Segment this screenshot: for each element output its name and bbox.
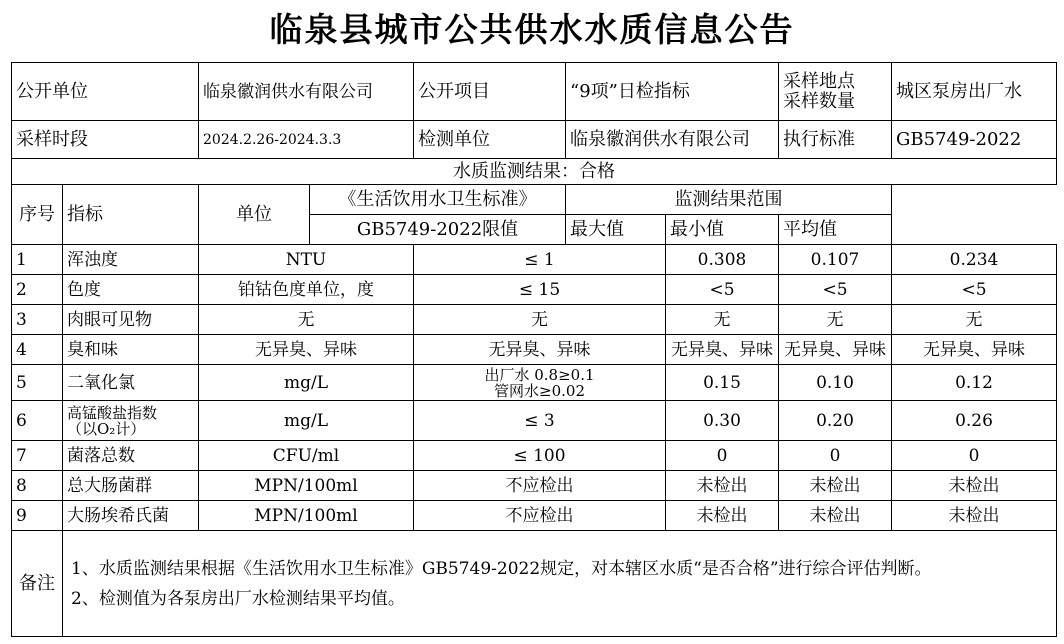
- row-min: 未检出: [779, 471, 892, 501]
- row-indicator: 浑浊度: [63, 245, 199, 275]
- row-unit: mg/L: [199, 401, 414, 441]
- row-limit: ≤ 1: [414, 245, 666, 275]
- row-max: 0.30: [666, 401, 779, 441]
- row-unit: 无异臭、异味: [199, 335, 414, 365]
- row-min: <5: [779, 275, 892, 305]
- sample-location-value: 城区泵房出厂水: [892, 63, 1057, 121]
- col-min: 最小值: [666, 215, 779, 245]
- note-item: 1、水质监测结果根据《生活饮用水卫生标准》GB5749-2022规定，对本辖区水质“是否合格”进行综合评估判断。: [71, 558, 932, 579]
- row-no: 3: [12, 305, 63, 335]
- table-row: [12, 401, 1057, 441]
- row-no: 8: [12, 471, 63, 501]
- row-max: 0.15: [666, 365, 779, 401]
- table-row: [12, 275, 1057, 305]
- table-row: [12, 365, 1057, 401]
- row-unit: mg/L: [199, 365, 414, 401]
- row-avg: 0.234: [892, 245, 1057, 275]
- period-label: 采样时段: [12, 121, 199, 159]
- header-row-2: [12, 121, 1057, 159]
- page-title: 临泉县城市公共供水水质信息公告: [269, 10, 795, 49]
- row-no: 9: [12, 501, 63, 531]
- item-value: “9项”日检指标: [566, 63, 779, 121]
- sample-location-label: 采样地点: [783, 70, 856, 92]
- row-limit: 无: [414, 305, 666, 335]
- row-max: <5: [666, 275, 779, 305]
- notes-row: [12, 531, 1057, 637]
- column-header-row-1: [12, 185, 1057, 215]
- standard-value: GB5749-2022: [892, 121, 1057, 159]
- lab-label: 检测单位: [414, 121, 566, 159]
- row-avg: <5: [892, 275, 1057, 305]
- row-min: 0.10: [779, 365, 892, 401]
- row-limit: 无异臭、异味: [414, 335, 666, 365]
- standard-label: 执行标准: [779, 121, 892, 159]
- row-indicator: 臭和味: [63, 335, 199, 365]
- table-row: [12, 335, 1057, 365]
- row-indicator-line2: （以O₂计）: [67, 419, 146, 438]
- row-limit: ≤ 15: [414, 275, 666, 305]
- row-max: 0: [666, 441, 779, 471]
- row-min: 无: [779, 305, 892, 335]
- row-indicator: 大肠埃希氏菌: [63, 501, 199, 531]
- row-avg: 未检出: [892, 471, 1057, 501]
- sample-location-labels: [779, 63, 892, 121]
- col-unit: 单位: [199, 185, 310, 245]
- row-min: 未检出: [779, 501, 892, 531]
- table-row: [12, 471, 1057, 501]
- row-limit: [414, 365, 666, 401]
- table-row: [12, 245, 1057, 275]
- row-indicator-line1: 高锰酸盐指数: [67, 403, 158, 422]
- water-quality-table: [11, 62, 1057, 637]
- publisher-label: 公开单位: [12, 63, 199, 121]
- lab-value: 临泉徽润供水有限公司: [566, 121, 779, 159]
- row-avg: 0.12: [892, 365, 1057, 401]
- sample-quantity-label: 采样数量: [783, 90, 856, 112]
- row-max: 无异臭、异味: [666, 335, 779, 365]
- note-item: 2、检测值为各泵房出厂水检测结果平均值。: [71, 588, 405, 609]
- row-indicator: 总大肠菌群: [63, 471, 199, 501]
- row-min: 0: [779, 441, 892, 471]
- row-min: 0.107: [779, 245, 892, 275]
- row-limit: ≤ 3: [414, 401, 666, 441]
- row-no: 2: [12, 275, 63, 305]
- row-unit: MPN/100ml: [199, 501, 414, 531]
- row-max: 0.308: [666, 245, 779, 275]
- result-summary: 水质监测结果：合格: [12, 159, 1057, 185]
- col-limit-line1: 《生活饮用水卫生标准》: [310, 185, 566, 215]
- col-indicator: 指标: [63, 185, 199, 245]
- row-max: 未检出: [666, 471, 779, 501]
- table-row: [12, 441, 1057, 471]
- row-unit: CFU/ml: [199, 441, 414, 471]
- row-avg: 0.26: [892, 401, 1057, 441]
- header-row-1: [12, 63, 1057, 121]
- row-min: 0.20: [779, 401, 892, 441]
- row-avg: 无: [892, 305, 1057, 335]
- row-no: 5: [12, 365, 63, 401]
- row-indicator: [63, 401, 199, 441]
- publisher-value: 临泉徽润供水有限公司: [199, 63, 414, 121]
- row-unit: NTU: [199, 245, 414, 275]
- row-limit: 不应检出: [414, 471, 666, 501]
- row-limit-line2: 管网水≥0.02: [494, 381, 585, 400]
- row-min: 无异臭、异味: [779, 335, 892, 365]
- row-no: 1: [12, 245, 63, 275]
- row-max: 无: [666, 305, 779, 335]
- col-limit-line2: GB5749-2022限值: [310, 215, 566, 245]
- col-range: 监测结果范围: [566, 185, 892, 215]
- table-row: [12, 501, 1057, 531]
- table-row: [12, 305, 1057, 335]
- row-indicator: 肉眼可见物: [63, 305, 199, 335]
- row-indicator: 色度: [63, 275, 199, 305]
- row-unit: 无: [199, 305, 414, 335]
- item-label: 公开项目: [414, 63, 566, 121]
- row-avg: 未检出: [892, 501, 1057, 531]
- col-max: 最大值: [566, 215, 666, 245]
- row-unit: 铂钴色度单位，度: [199, 275, 414, 305]
- notes-label: 备注: [12, 531, 63, 637]
- row-avg: 0: [892, 441, 1057, 471]
- row-indicator: 菌落总数: [63, 441, 199, 471]
- period-value: 2024.2.26-2024.3.3: [199, 121, 414, 159]
- result-row: [12, 159, 1057, 185]
- notes-content: [63, 531, 1057, 637]
- row-unit: MPN/100ml: [199, 471, 414, 501]
- row-limit: ≤ 100: [414, 441, 666, 471]
- row-no: 7: [12, 441, 63, 471]
- col-no: 序号: [12, 185, 63, 245]
- row-indicator: 二氧化氯: [63, 365, 199, 401]
- col-avg: 平均值: [779, 215, 892, 245]
- row-no: 6: [12, 401, 63, 441]
- row-max: 未检出: [666, 501, 779, 531]
- row-limit-line1: 出厂水 0.8≥0.1: [484, 365, 595, 384]
- row-avg: 无异臭、异味: [892, 335, 1057, 365]
- row-limit: 不应检出: [414, 501, 666, 531]
- row-no: 4: [12, 335, 63, 365]
